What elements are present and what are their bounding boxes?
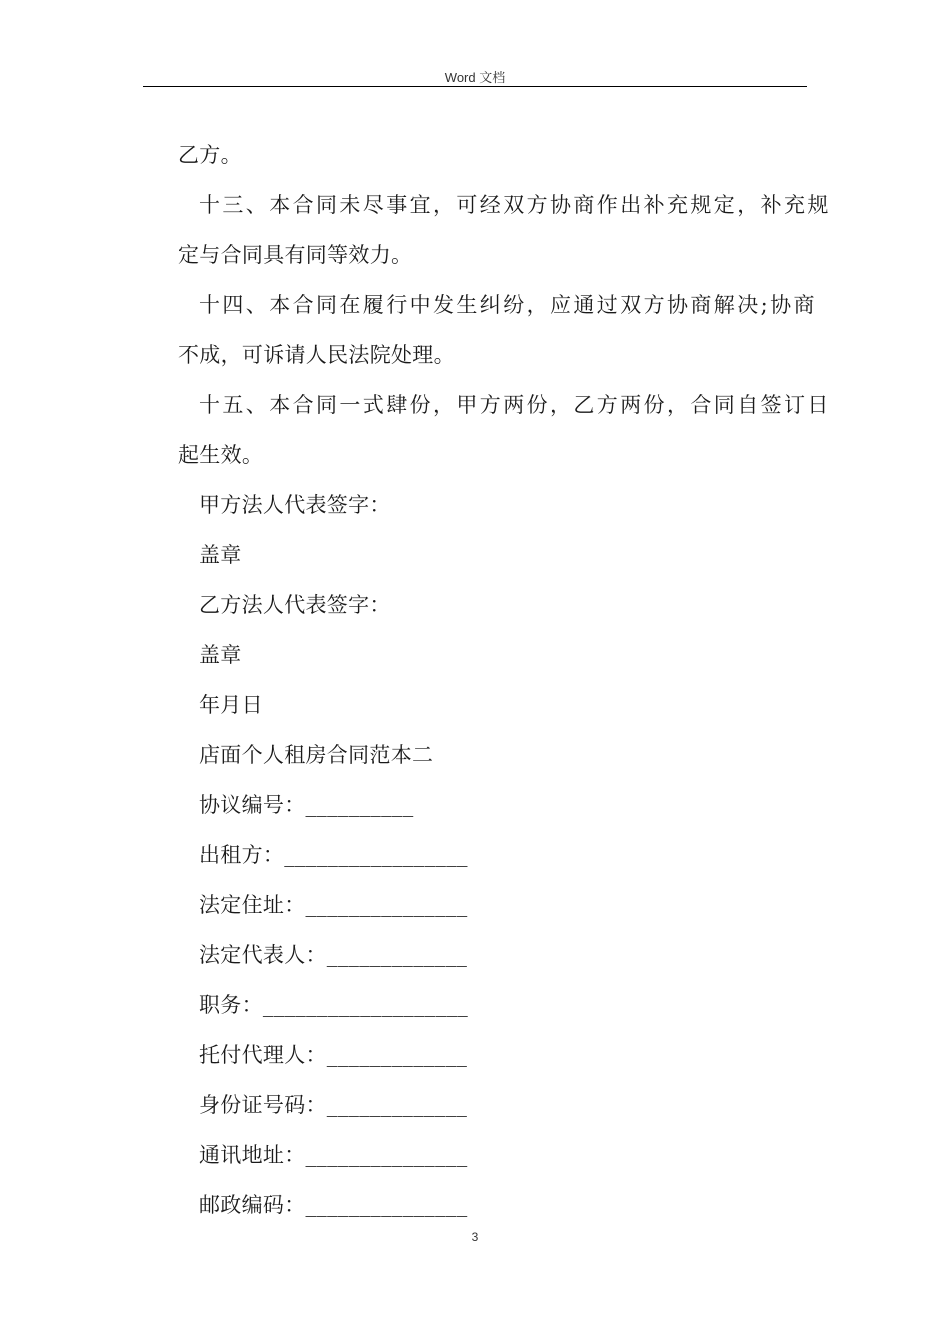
authorized-agent-field: 托付代理人：_____________ (199, 1043, 468, 1067)
header-divider (143, 86, 807, 87)
section-title: 店面个人租房合同范本二 (199, 743, 434, 767)
document-body (178, 130, 831, 1230)
page-header-title: Word 文档 (444, 70, 506, 85)
clause-14-line-2: 不成，可诉请人民法院处理。 (178, 343, 455, 367)
clause-13-line-2: 定与合同具有同等效力。 (178, 243, 413, 267)
legal-address-field: 法定住址：_______________ (199, 893, 468, 917)
legal-representative-field: 法定代表人：_____________ (199, 943, 468, 967)
party-b-seal-label: 盖章 (199, 643, 242, 667)
postal-code-field: 邮政编码：_______________ (199, 1193, 468, 1217)
party-b-signature-label: 乙方法人代表签字： (199, 593, 391, 617)
party-a-seal-label: 盖章 (199, 543, 242, 567)
agreement-number-field: 协议编号：__________ (199, 793, 414, 817)
date-label: 年月日 (199, 693, 263, 717)
text-line: 乙方。 (178, 143, 242, 167)
position-field: 职务：___________________ (199, 993, 469, 1017)
mailing-address-field: 通讯地址：_______________ (199, 1143, 468, 1167)
clause-15-line-1: 十五、本合同一式肆份，甲方两份，乙方两份，合同自签订日 (199, 393, 831, 417)
id-number-field: 身份证号码：_____________ (199, 1093, 468, 1117)
clause-14-line-1: 十四、本合同在履行中发生纠纷，应通过双方协商解决;协商 (199, 293, 817, 317)
clause-13-line-1: 十三、本合同未尽事宜，可经双方协商作出补充规定，补充规 (199, 193, 831, 217)
party-a-signature-label: 甲方法人代表签字： (199, 493, 391, 517)
clause-15-line-2: 起生效。 (178, 443, 264, 467)
page-number: 3 (471, 1230, 479, 1244)
lessor-field: 出租方：_________________ (199, 843, 468, 867)
